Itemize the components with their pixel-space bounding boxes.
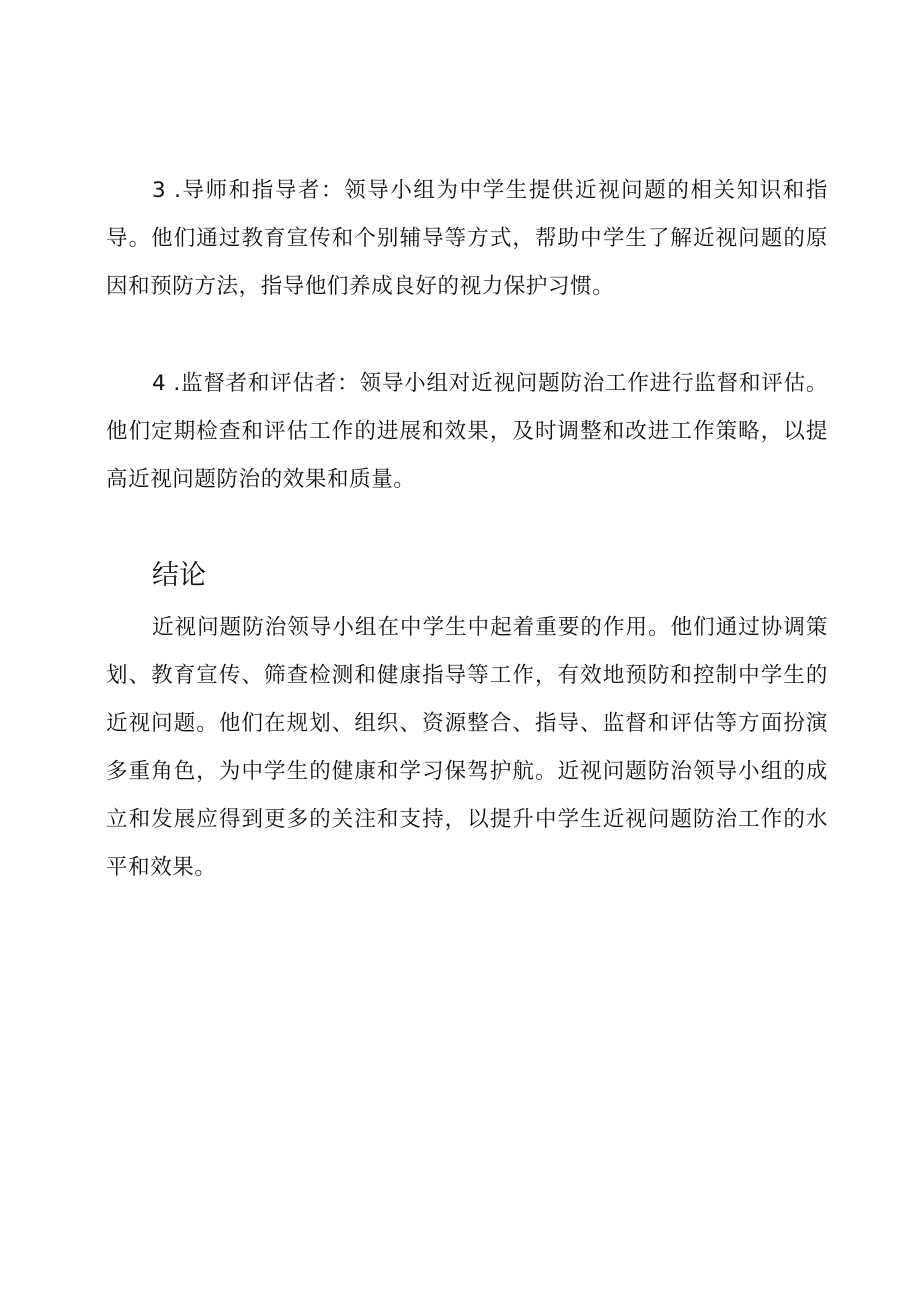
conclusion-heading: 结论: [152, 560, 206, 591]
conclusion-paragraph: 近视问题防治领导小组在中学生中起着重要的作用。他们通过协调策划、教育宣传、筛查检测和健康指导等工作，有效地预防和控制中学生的近视问题。他们在规划、组织、资源整合、指导、监督和评估等方面扮演多重角色，为中学生的健康和学习保驾护航。近视问题防治领导小组的成立和发展应得到更多的关注和支持，以提升中学生近视问题防治工作的水平和效果。: [106, 615, 828, 880]
list-item-text: .导师和指导者：领导小组为中学生提供近视问题的相关知识和指导。他们通过教育宣传和个别辅导等方式，帮助中学生了解近视问题的原因和预防方法，指导他们养成良好的视力保护习惯。: [106, 178, 828, 299]
list-item-number: 3: [152, 178, 166, 203]
list-item-mentor-guide: [106, 167, 828, 311]
list-item-text: .监督者和评估者：领导小组对近视问题防治工作进行监督和评估。他们定期检查和评估工作的进展和效果，及时调整和改进工作策略，以提高近视问题防治的效果和质量。: [106, 371, 828, 492]
list-item-number: 4: [152, 371, 166, 396]
list-item-supervisor-evaluator: [106, 360, 828, 504]
